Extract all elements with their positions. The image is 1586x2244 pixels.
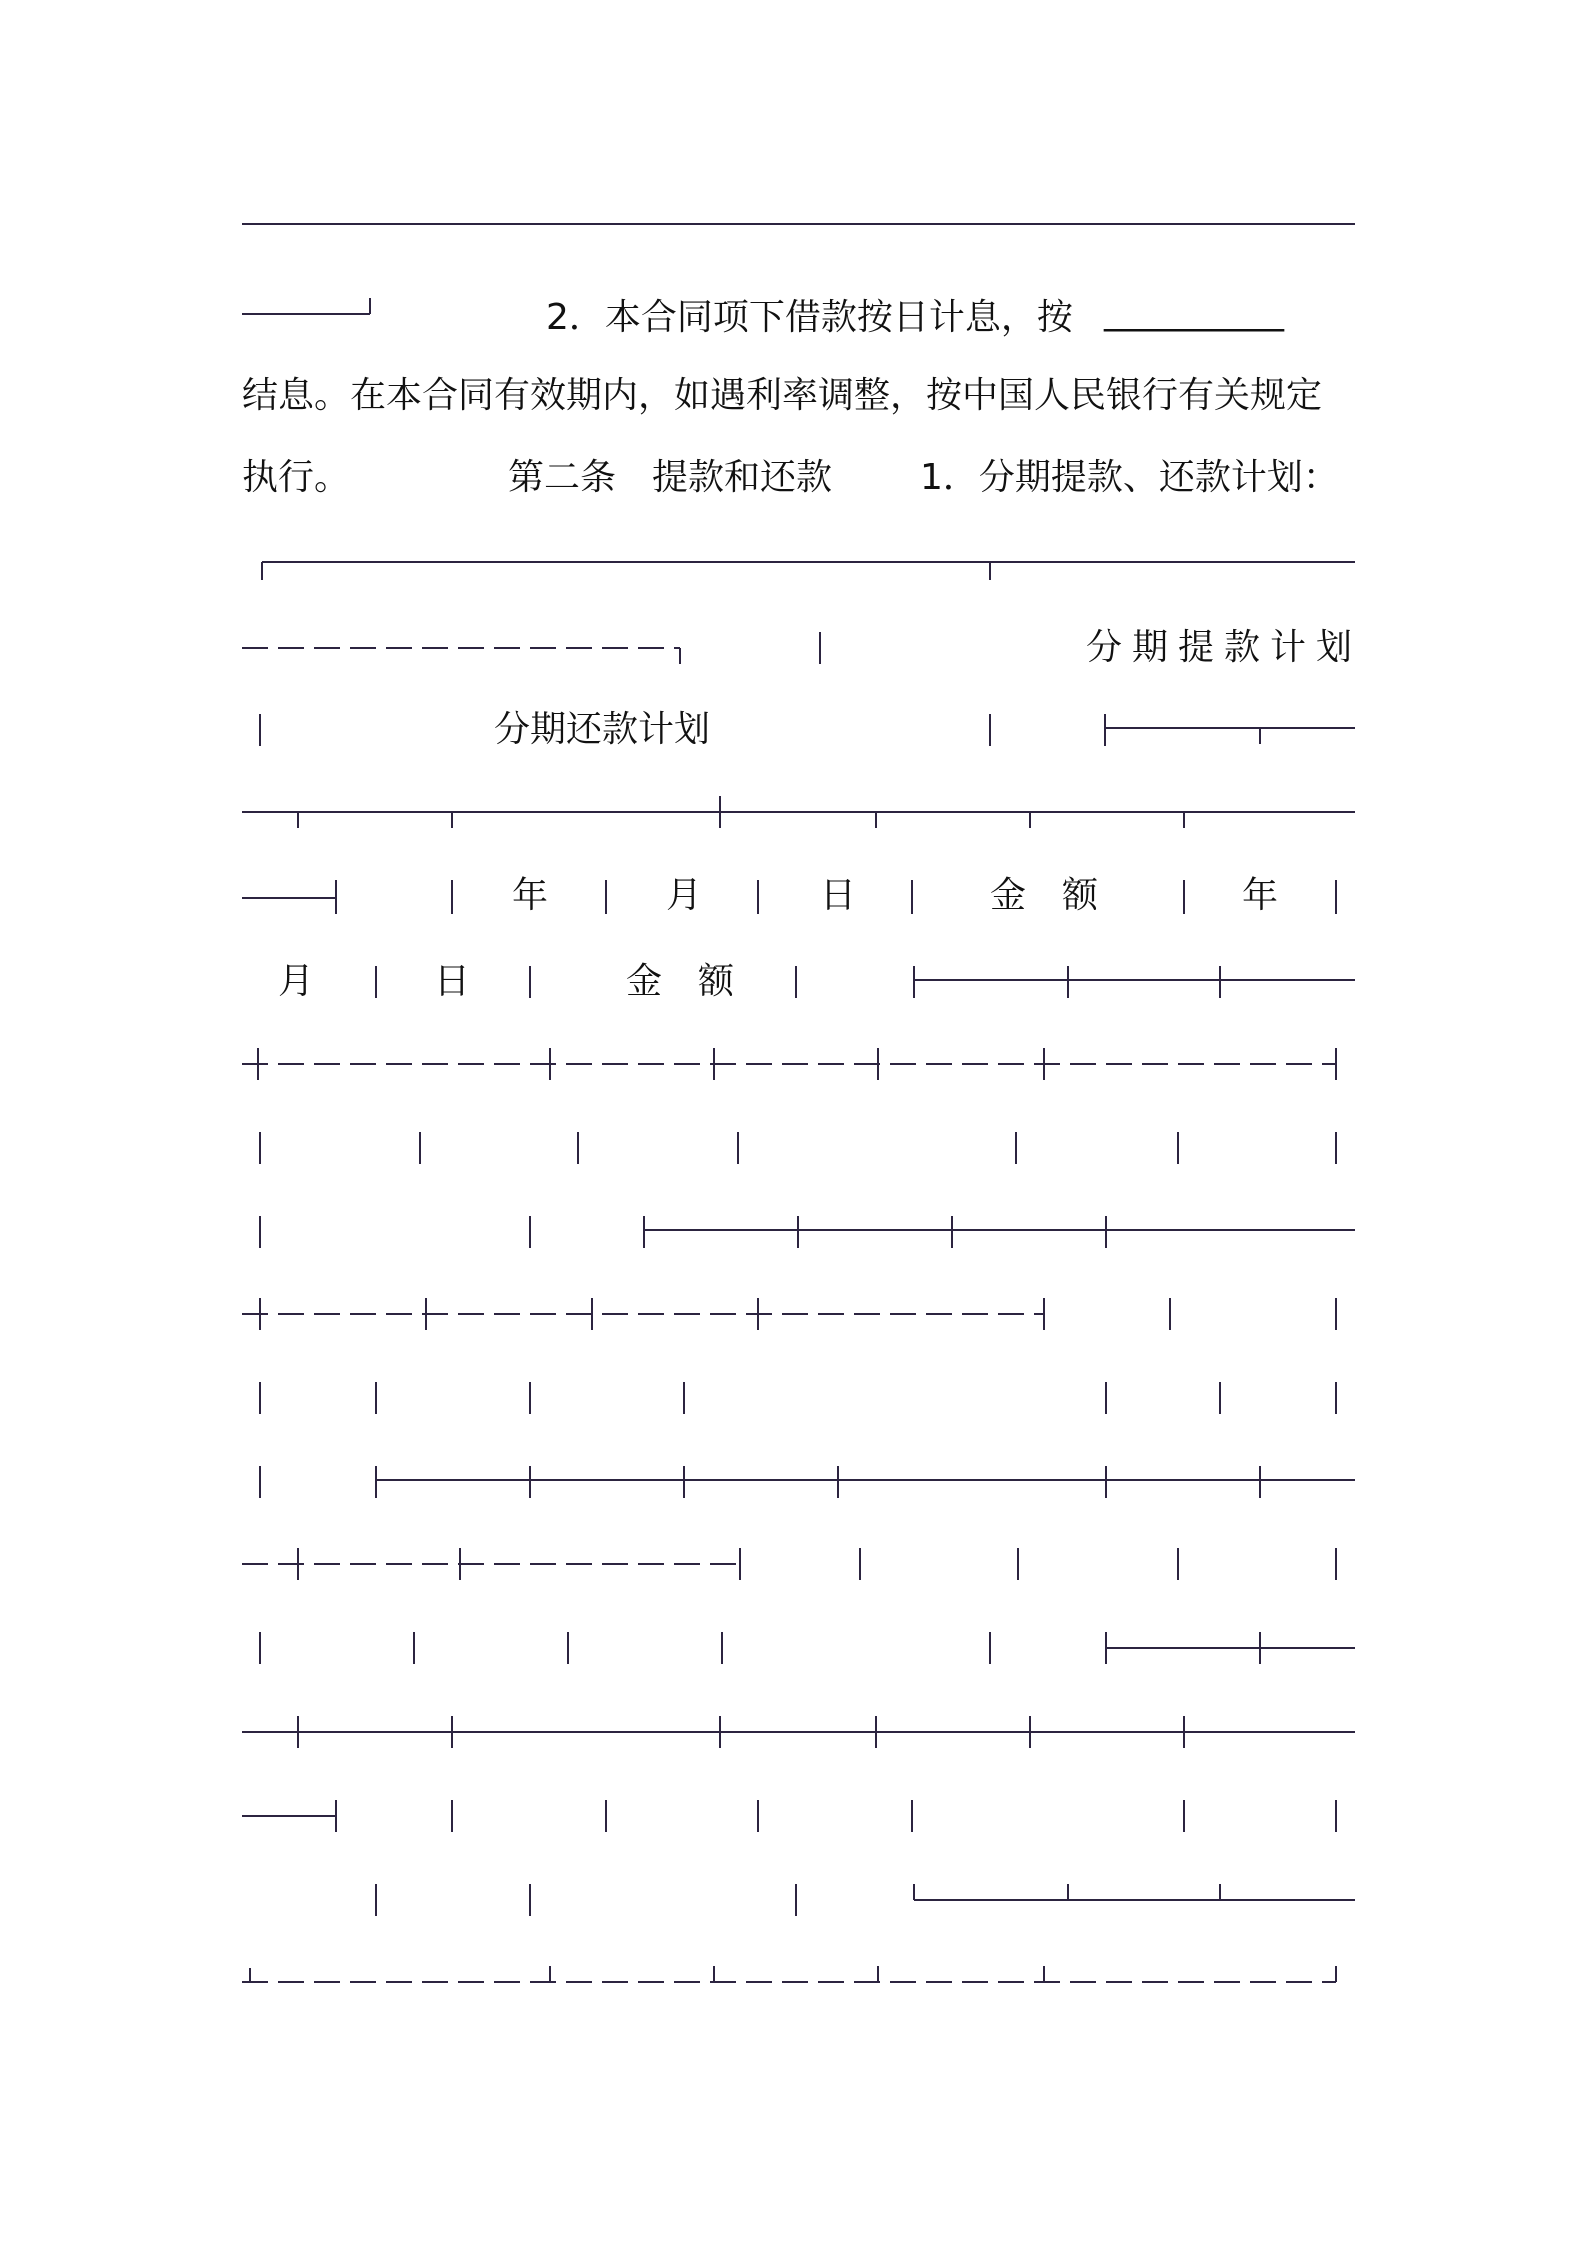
- settlement-blank: __________: [1104, 291, 1284, 332]
- execute-text: 执行。: [242, 457, 351, 498]
- schedule-intro-text: 1．分期提款、还款计划：: [920, 457, 1339, 498]
- draw-plan-title: 分期提款计划: [1086, 627, 1363, 668]
- draw-month-header: 月: [666, 875, 703, 916]
- repay-plan-title: 分期还款计划: [494, 709, 711, 750]
- repay-day-header: 日: [434, 961, 471, 1002]
- clause-2-text: 2．本合同项下借款按日计息，按: [546, 297, 1073, 338]
- repay-month-header: 月: [278, 961, 315, 1002]
- rate-adjustment-text: 结息。在本合同有效期内，如遇利率调整，按中国人民银行有关规定: [242, 375, 1323, 416]
- draw-day-header: 日: [820, 875, 857, 916]
- repay-year-header: 年: [1242, 875, 1279, 916]
- article-2-heading: 第二条 提款和还款: [508, 457, 833, 498]
- draw-year-header: 年: [512, 875, 549, 916]
- repay-amount-header: 金 额: [626, 961, 735, 1002]
- draw-amount-header: 金 额: [990, 875, 1099, 916]
